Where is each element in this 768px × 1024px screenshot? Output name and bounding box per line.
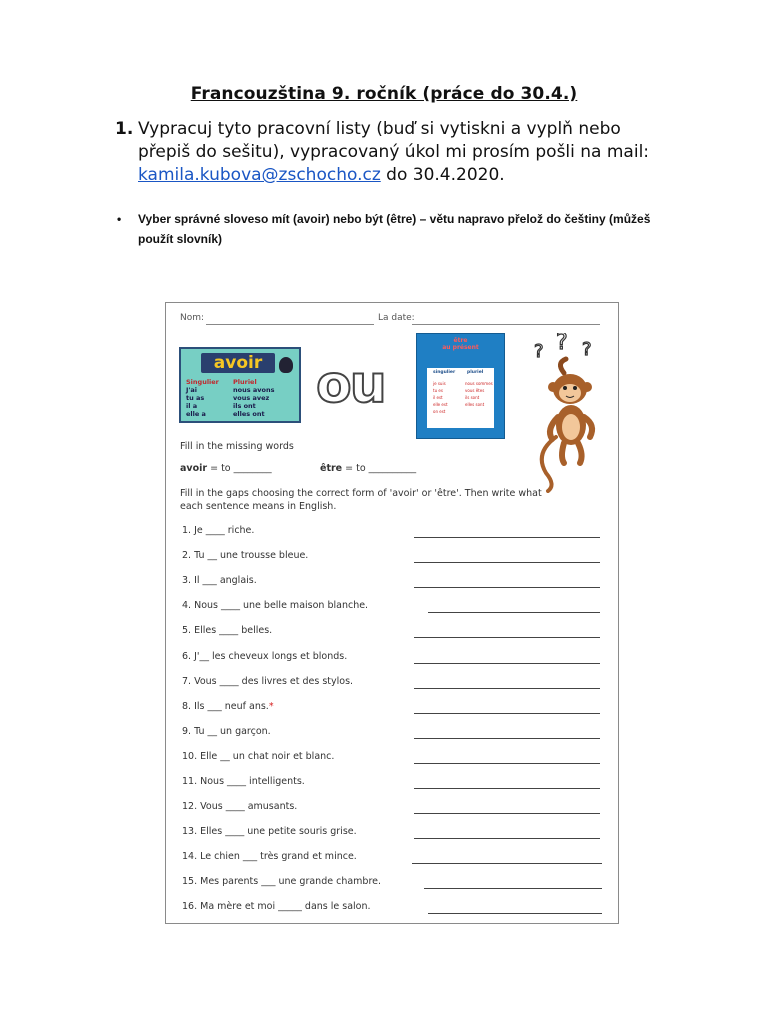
sentence-row bbox=[182, 575, 257, 586]
nom-label: Nom: bbox=[180, 313, 205, 323]
sentence-row bbox=[182, 826, 357, 837]
sentence-text: 1. Je ____ riche. bbox=[182, 525, 255, 536]
avoir-plural-forms bbox=[233, 386, 274, 418]
gaps-instruction-line1: Fill in the gaps choosing the correct form of 'avoir' or 'être'. Then write what bbox=[180, 488, 542, 499]
answer-line[interactable] bbox=[414, 813, 600, 814]
etre-form: on est bbox=[433, 409, 446, 414]
missing-words-instruction: Fill in the missing words bbox=[180, 441, 294, 452]
svg-text:?: ? bbox=[556, 333, 568, 355]
answer-line[interactable] bbox=[414, 713, 600, 714]
etre-conjugation-card bbox=[416, 333, 505, 439]
sentence-row bbox=[182, 625, 272, 636]
answer-line[interactable] bbox=[414, 788, 600, 789]
sentence-text: 8. Ils ___ neuf ans. bbox=[182, 701, 269, 712]
etre-title bbox=[417, 337, 504, 351]
etre-translation bbox=[320, 463, 416, 474]
etre-form: je suis bbox=[433, 381, 446, 386]
sentence-text: 11. Nous ____ intelligents. bbox=[182, 776, 305, 787]
avoir-plural-heading: Pluriel bbox=[233, 378, 257, 386]
sentence-text: 12. Vous ____ amusants. bbox=[182, 801, 298, 812]
avoir-form: nous avons bbox=[233, 386, 275, 394]
guitar-icon bbox=[279, 357, 293, 373]
avoir-form: tu as bbox=[186, 394, 205, 402]
sentence-text: 13. Elles ____ une petite souris grise. bbox=[182, 826, 357, 837]
sentence-row bbox=[182, 776, 305, 787]
answer-line[interactable] bbox=[414, 688, 600, 689]
answer-line[interactable] bbox=[412, 863, 602, 864]
email-link[interactable]: kamila.kubova@zschocho.cz bbox=[138, 165, 381, 185]
sentence-row bbox=[182, 726, 271, 737]
avoir-translation bbox=[180, 463, 272, 474]
etre-form: nous sommes bbox=[465, 381, 493, 386]
avoir-word: avoir bbox=[201, 353, 275, 373]
star-mark: * bbox=[268, 701, 274, 712]
sentence-text: 9. Tu __ un garçon. bbox=[182, 726, 271, 737]
etre-form: il est bbox=[433, 395, 443, 400]
svg-text:?: ? bbox=[534, 341, 544, 362]
task-number: 1. bbox=[115, 119, 134, 139]
sentence-text: 7. Vous ____ des livres et des stylos. bbox=[182, 676, 354, 687]
ou-word: ou bbox=[316, 355, 385, 415]
etre-form: elles sont bbox=[465, 402, 485, 407]
avoir-form: elles ont bbox=[233, 410, 265, 418]
sentence-text: 5. Elles ____ belles. bbox=[182, 625, 273, 636]
nom-line bbox=[206, 324, 374, 325]
task-text-before: Vypracuj tyto pracovní listy (buď si vytiskni a vyplň nebo přepiš do sešitu), vypracovaný úkol mi prosím pošli na mail: bbox=[138, 119, 650, 162]
sentence-row bbox=[182, 550, 308, 561]
avoir-form: vous avez bbox=[233, 394, 270, 402]
etre-form: vous êtes bbox=[465, 388, 485, 393]
avoir-label: avoir bbox=[180, 463, 208, 474]
answer-line[interactable] bbox=[428, 913, 602, 914]
date-label: La date: bbox=[378, 313, 415, 323]
sentence-text: 10. Elle __ un chat noir et blanc. bbox=[182, 751, 335, 762]
sentence-row bbox=[182, 876, 381, 887]
answer-line[interactable] bbox=[424, 888, 602, 889]
avoir-form: elle a bbox=[186, 410, 206, 418]
avoir-form: J'ai bbox=[186, 386, 198, 394]
etre-form: elle est bbox=[433, 402, 448, 407]
task-text-after: do 30.4.2020. bbox=[380, 165, 505, 185]
sentence-row bbox=[182, 901, 371, 912]
answer-line[interactable] bbox=[414, 663, 600, 664]
answer-line[interactable] bbox=[414, 537, 600, 538]
document-title: Francouzština 9. ročník (práce do 30.4.) bbox=[190, 84, 578, 104]
etre-singular-heading: singulier bbox=[433, 370, 456, 375]
sentence-row bbox=[182, 751, 334, 762]
answer-line[interactable] bbox=[414, 838, 600, 839]
avoir-form: il a bbox=[186, 402, 198, 410]
etre-form: ils sont bbox=[465, 395, 480, 400]
sentence-row bbox=[182, 701, 274, 712]
answer-line[interactable] bbox=[414, 562, 600, 563]
sentence-row bbox=[182, 801, 297, 812]
etre-title-line2: au présent bbox=[442, 344, 479, 351]
answer-line[interactable] bbox=[428, 612, 600, 613]
svg-text:?: ? bbox=[582, 339, 592, 360]
avoir-singular-forms bbox=[186, 386, 206, 418]
etre-table bbox=[427, 368, 494, 428]
sentence-row bbox=[182, 525, 254, 536]
monkey-icon bbox=[526, 333, 616, 493]
avoir-equals: = to ________ bbox=[207, 463, 272, 474]
etre-plural-heading: pluriel bbox=[467, 370, 484, 375]
sentence-text: 4. Nous ____ une belle maison blanche. bbox=[182, 600, 369, 611]
gaps-instruction-line2: each sentence means in English. bbox=[180, 501, 337, 512]
task-1 bbox=[115, 118, 675, 187]
answer-line[interactable] bbox=[414, 738, 600, 739]
sentence-text: 14. Le chien ___ très grand et mince. bbox=[182, 851, 357, 862]
task-text bbox=[138, 118, 675, 187]
sentence-text: 15. Mes parents ___ une grande chambre. bbox=[182, 876, 382, 887]
date-line bbox=[412, 324, 600, 325]
etre-label: être bbox=[320, 463, 343, 474]
sentence-text: 16. Ma mère et moi _____ dans le salon. bbox=[182, 901, 371, 912]
bullet-dot-icon: • bbox=[117, 212, 122, 226]
answer-line[interactable] bbox=[414, 587, 600, 588]
etre-equals: = to __________ bbox=[342, 463, 417, 474]
sentence-text: 3. Il ___ anglais. bbox=[182, 575, 257, 586]
bullet-text: Vyber správné sloveso mít (avoir) nebo být (être) – větu napravo přelož do češtiny (můžeš použít slovník) bbox=[138, 212, 651, 246]
gaps-instruction bbox=[180, 487, 610, 513]
sentence-row bbox=[182, 600, 368, 611]
sentence-row bbox=[182, 676, 353, 687]
etre-title-line1: être bbox=[453, 337, 468, 344]
avoir-form: ils ont bbox=[233, 402, 256, 410]
etre-form: tu es bbox=[433, 388, 443, 393]
sentence-row bbox=[182, 851, 357, 862]
etre-plural-forms bbox=[465, 380, 493, 408]
sentence-text: 2. Tu __ une trousse bleue. bbox=[182, 550, 309, 561]
sentence-text: 6. J'__ les cheveux longs et blonds. bbox=[182, 651, 348, 662]
avoir-singular-heading: Singulier bbox=[186, 378, 219, 386]
sentence-row bbox=[182, 651, 347, 662]
avoir-conjugation-card bbox=[179, 347, 301, 423]
answer-line[interactable] bbox=[414, 637, 600, 638]
bullet-instruction bbox=[117, 209, 677, 249]
worksheet-image bbox=[165, 302, 619, 924]
answer-line[interactable] bbox=[414, 763, 600, 764]
etre-singular-forms bbox=[433, 380, 448, 415]
